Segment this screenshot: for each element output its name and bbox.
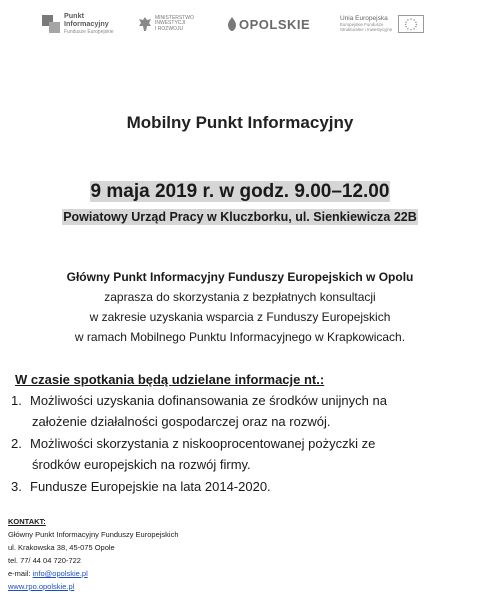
contact-email-label: e-mail:: [8, 569, 33, 578]
list-item-text: Fundusze Europejskie na lata 2014-2020.: [30, 479, 271, 494]
min-logo-line1: MINISTERSTWO: [155, 14, 194, 21]
list-item-continuation: środków europejskich na rozwój firmy.: [32, 457, 251, 472]
contact-address: ul. Krakowska 38, 45-075 Opole: [8, 543, 115, 552]
event-place: Powiatowy Urząd Pracy w Kluczborku, ul. Sienkiewicza 22B: [63, 210, 417, 224]
list-item: [11, 479, 271, 494]
page-title: Mobilny Punkt Informacyjny: [126, 113, 354, 132]
list-item: [11, 393, 387, 408]
ue-logo-sub2: Strukturalne i Inwestycyjne: [340, 27, 393, 33]
list-item-number: 2.: [11, 436, 22, 451]
logo-strip: [0, 6, 480, 42]
ue-logo-line1: Unia Europejska: [340, 14, 388, 22]
punkt-informacyjny-mark-icon: [42, 15, 60, 33]
opolskie-logo: [228, 6, 310, 42]
punkt-informacyjny-logo: [42, 6, 113, 42]
list-item: [11, 436, 375, 451]
contact-heading: KONTAKT:: [8, 517, 46, 526]
list-item-number: 1.: [11, 393, 22, 408]
invitation-line: w zakresie uzyskania wsparcia z Funduszy Europejskich: [89, 310, 391, 324]
organizer-name: Główny Punkt Informacyjny Funduszy Europejskich w Opolu: [66, 270, 414, 284]
unia-europejska-logo: [340, 6, 424, 42]
min-logo-line2: INWESTYCJI: [155, 20, 186, 27]
contact-website-link[interactable]: www.rpo.opolskie.pl: [8, 582, 75, 591]
ministerstwo-logo: [138, 6, 194, 42]
contact-email-line: [8, 569, 88, 578]
invitation-line: zaprasza do skorzystania z bezpłatnych konsultacji: [104, 290, 376, 304]
contact-name: Główny Punkt Informacyjny Funduszy Europejskich: [8, 530, 179, 539]
eagle-emblem-icon: [138, 16, 152, 32]
min-logo-line3: I ROZWOJU: [155, 25, 184, 32]
ue-logo-sub1: Europejskie Fundusze: [340, 22, 384, 28]
contact-email-link[interactable]: info@opolskie.pl: [32, 569, 88, 578]
invitation-line: w ramach Mobilnego Punktu Informacyjnego w Krapkowicach.: [74, 330, 406, 344]
opolskie-mark-icon: [228, 17, 236, 31]
event-place-line: [0, 208, 480, 226]
event-date-line: [0, 181, 480, 203]
pi-logo-line1: Punkt: [64, 11, 84, 20]
list-item-number: 3.: [11, 479, 22, 494]
pi-logo-line2: Informacyjny: [64, 19, 109, 28]
list-item-text: Możliwości skorzystania z niskooprocentowanej pożyczki ze: [30, 436, 376, 451]
pi-logo-sub: Fundusze Europejskie: [64, 29, 114, 35]
event-date: 9 maja 2019 r. w godz. 9.00–12.00: [90, 181, 390, 202]
list-item-text: Możliwości uzyskania dofinansowania ze środków unijnych na: [30, 393, 387, 408]
contact-website-line: [8, 582, 74, 591]
list-item-continuation: założenie działalności gospodarczej oraz na rozwój.: [32, 414, 331, 429]
opolskie-wordmark: OPOLSKIE: [239, 16, 311, 32]
eu-flag-icon: [398, 15, 424, 33]
contact-phone: tel. 77/ 44 04 720-722: [8, 556, 81, 565]
info-heading: W czasie spotkania będą udzielane informacje nt.:: [15, 372, 325, 387]
